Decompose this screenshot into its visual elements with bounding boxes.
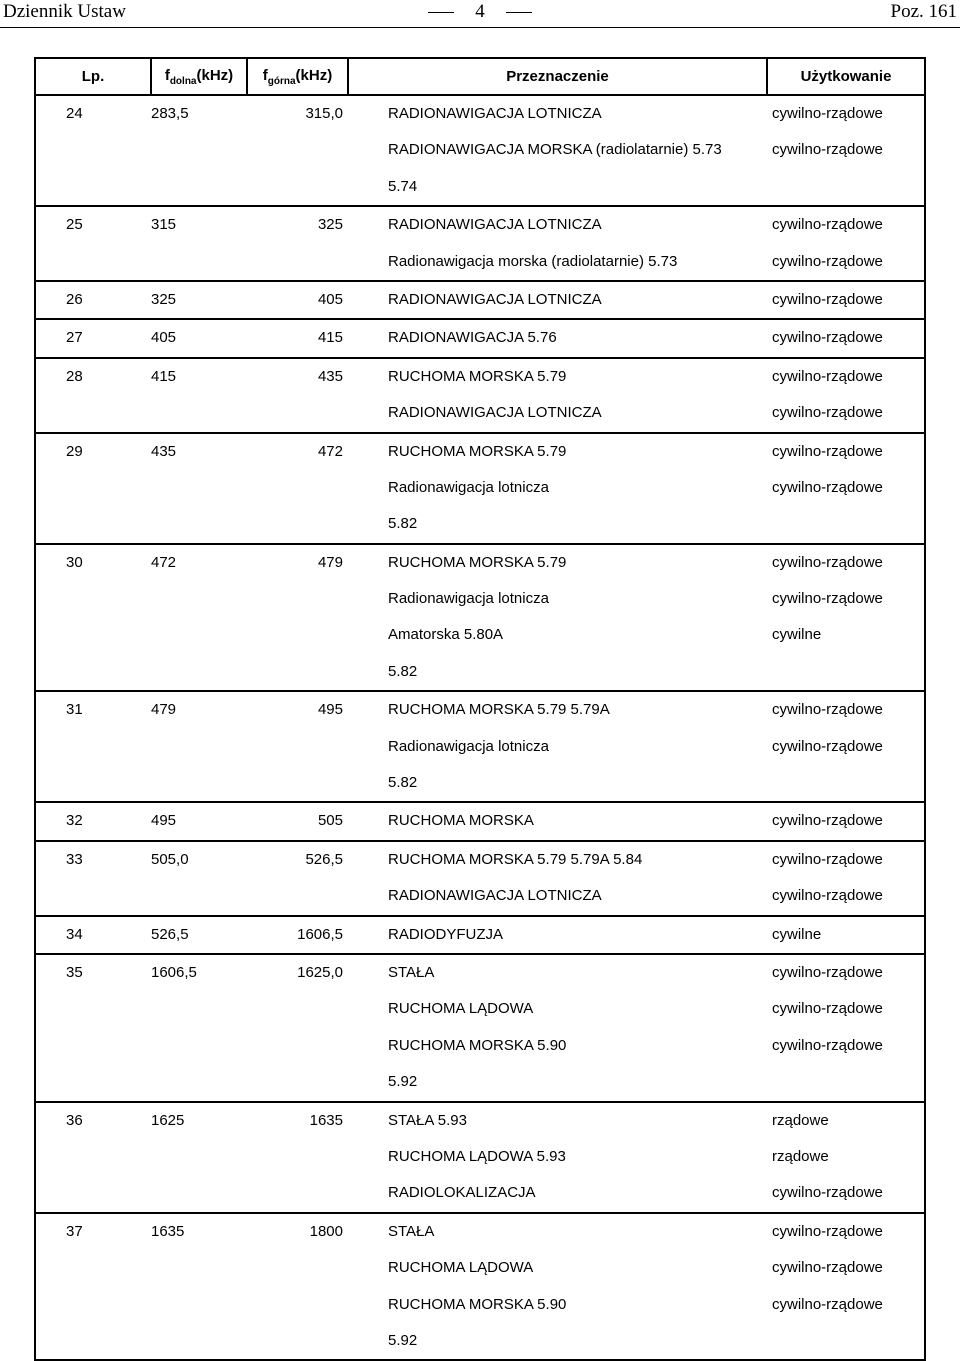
cell-lp-line: 32 [66,812,83,830]
cell-f-dolna [151,319,247,357]
cell-przeznaczenie-line: RADIOLOKALIZACJA [388,1184,536,1202]
cell-f-gorna-line: 1625,0 [297,963,343,981]
cell-uzytkowanie [767,358,925,433]
cell-f-dolna-line: 415 [151,367,177,385]
cell-lp [35,954,151,1102]
cell-f-dolna [151,954,247,1102]
cell-f-gorna [247,802,348,840]
header-uzytkowanie: Użytkowanie [767,58,925,95]
cell-f-gorna-line: 472 [317,442,343,460]
cell-lp [35,206,151,281]
cell-lp-line: 33 [66,850,83,868]
cell-f-gorna [247,916,348,954]
cell-lp-line: 27 [66,329,83,347]
cell-przeznaczenie-line: RADIONAWIGACJA LOTNICZA [388,404,602,422]
table-row [35,841,925,916]
cell-uzytkowanie [767,841,925,916]
cell-przeznaczenie-line: Radionawigacja lotnicza [388,737,549,755]
cell-uzytkowanie-line: cywilno-rządowe [772,442,883,460]
cell-lp [35,544,151,692]
cell-f-gorna [247,1102,348,1213]
cell-uzytkowanie-line: rządowe [772,1147,829,1165]
cell-przeznaczenie-line: 5.92 [388,1073,418,1091]
cell-lp-line: 37 [66,1222,83,1240]
cell-przeznaczenie-line: 5.82 [388,662,418,680]
cell-przeznaczenie [348,1213,767,1361]
table-row [35,433,925,544]
cell-przeznaczenie [348,433,767,544]
cell-przeznaczenie-line: RADIONAWIGACJA LOTNICZA [388,216,602,234]
cell-uzytkowanie-line: cywilno-rządowe [772,963,883,981]
cell-przeznaczenie [348,1102,767,1213]
table-row [35,358,925,433]
cell-przeznaczenie [348,802,767,840]
cell-uzytkowanie [767,1213,925,1361]
cell-przeznaczenie-line: STAŁA [388,963,435,981]
cell-przeznaczenie-line: 5.74 [388,177,418,195]
cell-f-dolna-line: 495 [151,812,177,830]
cell-lp [35,95,151,206]
cell-przeznaczenie-line: STAŁA 5.93 [388,1111,467,1129]
cell-przeznaczenie [348,544,767,692]
cell-przeznaczenie-line: RADIONAWIGACJA 5.76 [388,329,557,347]
cell-f-gorna-line: 1800 [309,1222,343,1240]
cell-przeznaczenie-line: RUCHOMA MORSKA 5.90 [388,1036,567,1054]
cell-f-gorna-line: 1635 [309,1111,343,1129]
cell-uzytkowanie-line: cywilno-rządowe [772,141,883,159]
cell-przeznaczenie-line: RADIODYFUZJA [388,925,504,943]
cell-uzytkowanie-line: cywilno-rządowe [772,1295,883,1313]
header-f-dolna: $f_{dolna}(kHz)$ [151,58,247,95]
cell-przeznaczenie [348,95,767,206]
cell-f-gorna [247,433,348,544]
cell-lp [35,916,151,954]
cell-f-dolna-line: 325 [151,290,177,308]
header-rule [0,27,960,28]
cell-uzytkowanie-line: cywilno-rządowe [772,737,883,755]
cell-f-dolna [151,691,247,802]
cell-f-gorna-line: 505 [317,812,343,830]
cell-f-dolna-line: 1635 [151,1222,185,1240]
cell-f-dolna [151,1213,247,1361]
cell-f-dolna [151,916,247,954]
cell-uzytkowanie [767,433,925,544]
cell-przeznaczenie-line: RUCHOMA LĄDOWA [388,1000,534,1018]
cell-uzytkowanie-line: cywilno-rządowe [772,1184,883,1202]
cell-przeznaczenie [348,841,767,916]
table-row [35,281,925,319]
cell-przeznaczenie-line: Radionawigacja morska (radiolatarnie) 5.73 [388,252,678,270]
cell-przeznaczenie-line: RADIONAWIGACJA LOTNICZA [388,105,602,122]
cell-uzytkowanie-line: cywilno-rządowe [772,812,883,830]
cell-uzytkowanie [767,319,925,357]
cell-f-gorna-line: 526,5 [305,850,343,868]
cell-lp-line: 24 [66,105,83,122]
frequency-allocation-table [34,57,926,1361]
cell-f-dolna-line: 283,5 [151,105,189,122]
cell-f-gorna [247,841,348,916]
cell-f-gorna [247,281,348,319]
cell-uzytkowanie-line: cywilno-rządowe [772,216,883,234]
cell-f-gorna [247,954,348,1102]
cell-lp [35,841,151,916]
cell-lp-line: 25 [66,216,83,234]
cell-lp-line: 35 [66,963,83,981]
cell-uzytkowanie [767,802,925,840]
cell-f-gorna-line: 405 [317,290,343,308]
cell-uzytkowanie [767,281,925,319]
cell-f-dolna [151,95,247,206]
cell-f-gorna-line: 435 [317,367,343,385]
cell-f-dolna-line: 405 [151,329,177,347]
cell-lp [35,358,151,433]
cell-uzytkowanie-line: cywilno-rządowe [772,1000,883,1018]
cell-lp [35,433,151,544]
cell-uzytkowanie [767,1102,925,1213]
cell-przeznaczenie [348,954,767,1102]
cell-f-dolna-line: 472 [151,553,177,571]
cell-przeznaczenie-line: STAŁA [388,1222,435,1240]
cell-przeznaczenie-line: 5.82 [388,774,418,792]
cell-uzytkowanie-line: cywilno-rządowe [772,1222,883,1240]
cell-lp [35,1213,151,1361]
cell-przeznaczenie-line: RUCHOMA MORSKA 5.79 [388,553,567,571]
cell-przeznaczenie-line: Radionawigacja lotnicza [388,478,549,496]
cell-przeznaczenie-line: RADIONAWIGACJA MORSKA (radiolatarnie) 5.73 [388,141,722,159]
cell-przeznaczenie-line: RUCHOMA MORSKA 5.79 [388,367,567,385]
journal-title: Dziennik Ustaw [3,1,126,22]
header-lp: Lp. [35,58,151,95]
cell-przeznaczenie [348,358,767,433]
cell-lp-line: 26 [66,290,83,308]
header-przeznaczenie: Przeznaczenie [348,58,767,95]
cell-przeznaczenie-line: RADIONAWIGACJA LOTNICZA [388,290,602,308]
cell-przeznaczenie-line: RUCHOMA MORSKA 5.79 5.79A 5.84 [388,850,643,868]
cell-przeznaczenie [348,206,767,281]
table-row [35,206,925,281]
cell-uzytkowanie-line: cywilno-rządowe [772,367,883,385]
cell-f-dolna [151,281,247,319]
cell-przeznaczenie-line: RUCHOMA MORSKA 5.79 5.79A [388,701,610,719]
cell-f-dolna-line: 1625 [151,1111,185,1129]
cell-uzytkowanie [767,691,925,802]
cell-f-gorna-line: 479 [317,553,343,571]
cell-przeznaczenie-line: 5.82 [388,515,418,533]
table-row [35,544,925,692]
cell-przeznaczenie-line: RUCHOMA LĄDOWA [388,1259,534,1277]
cell-f-gorna-line: 325 [317,216,343,234]
cell-lp-line: 36 [66,1111,83,1129]
cell-uzytkowanie-line: rządowe [772,1111,829,1129]
cell-uzytkowanie-line: cywilno-rządowe [772,850,883,868]
cell-f-gorna [247,206,348,281]
cell-f-dolna [151,802,247,840]
cell-uzytkowanie-line: cywilne [772,925,822,943]
cell-lp-line: 34 [66,925,83,943]
page-number: 4 [460,1,500,23]
cell-uzytkowanie-line: cywilno-rządowe [772,701,883,719]
cell-f-gorna [247,1213,348,1361]
cell-przeznaczenie-line: Radionawigacja lotnicza [388,590,549,608]
table-row [35,1102,925,1213]
cell-lp-line: 29 [66,442,83,460]
cell-uzytkowanie-line: cywilno-rządowe [772,1036,883,1054]
cell-uzytkowanie-line: cywilno-rządowe [772,590,883,608]
table-row [35,954,925,1102]
cell-f-gorna [247,691,348,802]
cell-przeznaczenie-line: RUCHOMA MORSKA [388,812,534,830]
cell-f-dolna-line: 505,0 [151,850,189,868]
cell-przeznaczenie-line: RADIONAWIGACJA LOTNICZA [388,887,602,905]
table-row [35,95,925,206]
cell-lp [35,1102,151,1213]
cell-f-dolna [151,544,247,692]
cell-f-gorna-line: 415 [317,329,343,347]
cell-f-dolna-line: 1606,5 [151,963,197,981]
table-header-row [35,58,925,95]
cell-f-gorna [247,358,348,433]
cell-uzytkowanie-line: cywilno-rządowe [772,329,883,347]
cell-f-dolna-line: 435 [151,442,177,460]
cell-przeznaczenie-line: RUCHOMA MORSKA 5.90 [388,1295,567,1313]
table-row [35,916,925,954]
cell-uzytkowanie-line: cywilno-rządowe [772,887,883,905]
cell-uzytkowanie-line: cywilno-rządowe [772,1259,883,1277]
cell-przeznaczenie [348,916,767,954]
cell-lp [35,691,151,802]
table-row [35,802,925,840]
cell-f-dolna-line: 479 [151,701,177,719]
cell-f-dolna [151,206,247,281]
cell-przeznaczenie [348,281,767,319]
page-header [0,0,960,26]
table-row [35,691,925,802]
cell-lp [35,281,151,319]
cell-f-dolna-line: 526,5 [151,925,189,943]
cell-przeznaczenie-line: Amatorska 5.80A [388,626,504,644]
cell-lp-line: 30 [66,553,83,571]
table-row [35,1213,925,1361]
table-row [35,319,925,357]
cell-uzytkowanie [767,916,925,954]
cell-lp-line: 31 [66,701,83,719]
cell-przeznaczenie [348,319,767,357]
cell-przeznaczenie-line: RUCHOMA LĄDOWA 5.93 [388,1147,566,1165]
cell-f-gorna-line: 315,0 [305,105,343,122]
cell-uzytkowanie-line: cywilno-rządowe [772,105,883,122]
cell-uzytkowanie-line: cywilno-rządowe [772,290,883,308]
cell-f-gorna-line: 495 [317,701,343,719]
cell-uzytkowanie-line: cywilno-rządowe [772,404,883,422]
cell-uzytkowanie-line: cywilne [772,626,822,644]
cell-uzytkowanie-line: cywilno-rządowe [772,553,883,571]
cell-f-gorna-line: 1606,5 [297,925,343,943]
cell-f-gorna [247,95,348,206]
position-number: Poz. 161 [890,1,957,22]
cell-uzytkowanie [767,954,925,1102]
cell-f-dolna-line: 315 [151,216,177,234]
cell-lp [35,319,151,357]
cell-f-gorna [247,544,348,692]
cell-przeznaczenie-line: RUCHOMA MORSKA 5.79 [388,442,567,460]
cell-uzytkowanie [767,95,925,206]
cell-uzytkowanie [767,544,925,692]
cell-lp [35,802,151,840]
cell-uzytkowanie [767,206,925,281]
cell-f-dolna [151,841,247,916]
cell-f-dolna [151,433,247,544]
cell-f-dolna [151,358,247,433]
cell-przeznaczenie-line: 5.92 [388,1331,418,1349]
cell-f-gorna [247,319,348,357]
cell-lp-line: 28 [66,367,83,385]
cell-przeznaczenie [348,691,767,802]
cell-uzytkowanie-line: cywilno-rządowe [772,478,883,496]
header-f-gorna: $f_{górna}(kHz)$ [247,58,348,95]
cell-uzytkowanie-line: cywilno-rządowe [772,252,883,270]
cell-f-dolna [151,1102,247,1213]
